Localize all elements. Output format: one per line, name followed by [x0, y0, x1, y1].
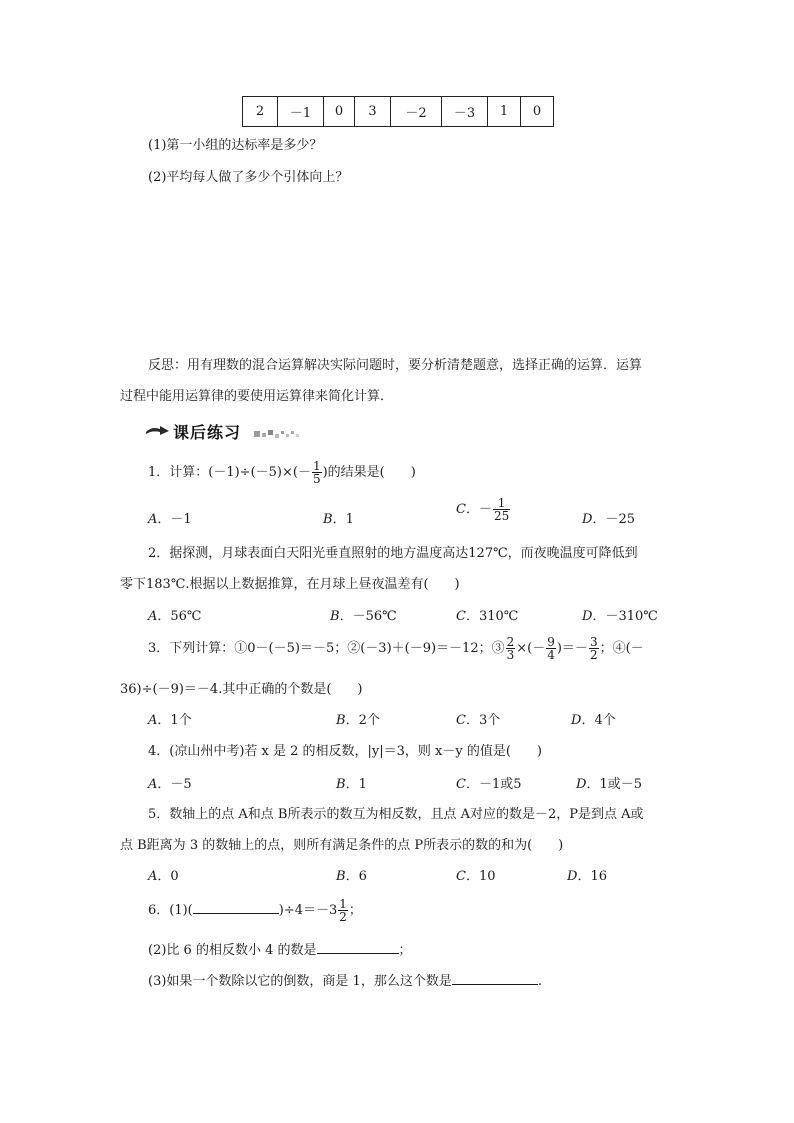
q6-part-2: (2)比 6 的相反数小 4 的数是 ；: [148, 939, 412, 958]
q1-stem: [148, 460, 416, 485]
table-cell: －2: [391, 97, 442, 127]
table-cell: 0: [521, 97, 554, 127]
fraction: $\frac{1}{5}$: [312, 459, 321, 486]
q5-line-2: 点 B距离为 3 的数轴上的点，则所有满足条件的点 P所表示的数的和为( ): [120, 838, 564, 853]
q3-line-2: 36)÷(－9)＝－4.其中正确的个数是( ): [120, 682, 363, 697]
q5-option-b: B．6: [336, 869, 367, 884]
q6-part-3: (3)如果一个数除以它的倒数，商是 1，那么这个数是 .: [148, 970, 542, 989]
fraction: $\frac{1}{2}$: [339, 897, 347, 924]
table-cell: 1: [488, 97, 521, 127]
q2-line-1: 2．据探测，月球表面白天阳光垂直照射的地方温度高达127℃，而夜晚温度可降低到: [148, 546, 638, 561]
table-cell: 2: [243, 97, 278, 127]
fraction: $\frac{9}{4}$: [547, 635, 555, 662]
table-cell: 3: [355, 97, 391, 127]
section-banner: [146, 420, 298, 442]
q1-option-c: C．－ $\frac{1}{25}$: [456, 496, 510, 523]
q1-option-d: D．－25: [582, 512, 635, 527]
q4-option-d: D．1或－5: [576, 777, 642, 792]
q3-line-1: 3．下列计算：①0－(－5)＝－5；②(－3)＋(－9)＝－12；③ $\frac{2}{3}$ ×(－ $\frac{9}{4}$ )＝－ $\frac{3}{2}$ ；④(－: [148, 635, 644, 662]
answer-blank[interactable]: [452, 970, 538, 985]
score-table: [242, 96, 554, 127]
fraction: $\frac{1}{25}$: [493, 496, 510, 523]
pre-question-2: (2)平均每人做了多少个引体向上？: [148, 170, 349, 185]
q5-line-1: 5．数轴上的点 A和点 B所表示的数互为相反数，且点 A对应的数是－2，P是到点 A或: [148, 807, 644, 822]
table-cell: －3: [442, 97, 488, 127]
fraction: $\frac{2}{3}$: [506, 635, 515, 662]
q5-option-a: A．0: [148, 869, 179, 884]
q1-option-b: B．1: [323, 512, 354, 527]
pre-question-1: (1)第一小组的达标率是多少？: [148, 138, 323, 153]
q3-option-a: A．1个: [148, 713, 192, 728]
table-cell: 0: [324, 97, 355, 127]
section-title: 课后练习: [173, 423, 242, 442]
q1-stem-text: 1．计算：(－1)÷(－5)×(－: [148, 465, 311, 480]
q3-option-d: D．4个: [571, 713, 616, 728]
q5-option-c: C．10: [456, 869, 496, 884]
dots-decoration-icon: [254, 429, 300, 439]
q1-option-a: A．－1: [148, 512, 192, 527]
q4-option-b: B．1: [336, 777, 367, 792]
q2-option-b: B．－56℃: [330, 609, 397, 624]
q5-option-d: D．16: [567, 869, 607, 884]
q4-option-a: A．－5: [148, 777, 192, 792]
reflection-line-1: 反思：用有理数的混合运算解决实际问题时，要分析清楚题意，选择正确的运算．运算: [148, 358, 643, 373]
answer-blank[interactable]: [193, 899, 279, 914]
q3-option-b: B．2个: [336, 713, 380, 728]
table-row: [243, 97, 554, 127]
answer-blank[interactable]: [317, 939, 399, 954]
q4-line-1: 4．(凉山州中考)若 x 是 2 的相反数，|y|＝3，则 x－y 的值是( ): [148, 744, 543, 759]
q2-option-a: A．56℃: [148, 609, 202, 624]
fraction: $\frac{3}{2}$: [589, 635, 598, 662]
q2-option-d: D．－310℃: [582, 609, 658, 624]
q3-option-c: C．3个: [456, 713, 501, 728]
q2-option-c: C．310℃: [456, 609, 519, 624]
table-cell: －1: [278, 97, 324, 127]
q4-option-c: C．－1或5: [456, 777, 522, 792]
q6-part-1: 6．(1)( )÷4＝－3 $\frac{1}{2}$ ；: [148, 897, 362, 924]
reflection-line-2: 过程中能用运算律的要使用运算律来简化计算．: [120, 389, 394, 404]
q1-stem-text-end: )的结果是( ): [322, 465, 416, 480]
q2-line-2: 零下183℃.根据以上数据推算，在月球上昼夜温差有( ): [120, 577, 460, 592]
arrow-icon: [146, 424, 170, 436]
